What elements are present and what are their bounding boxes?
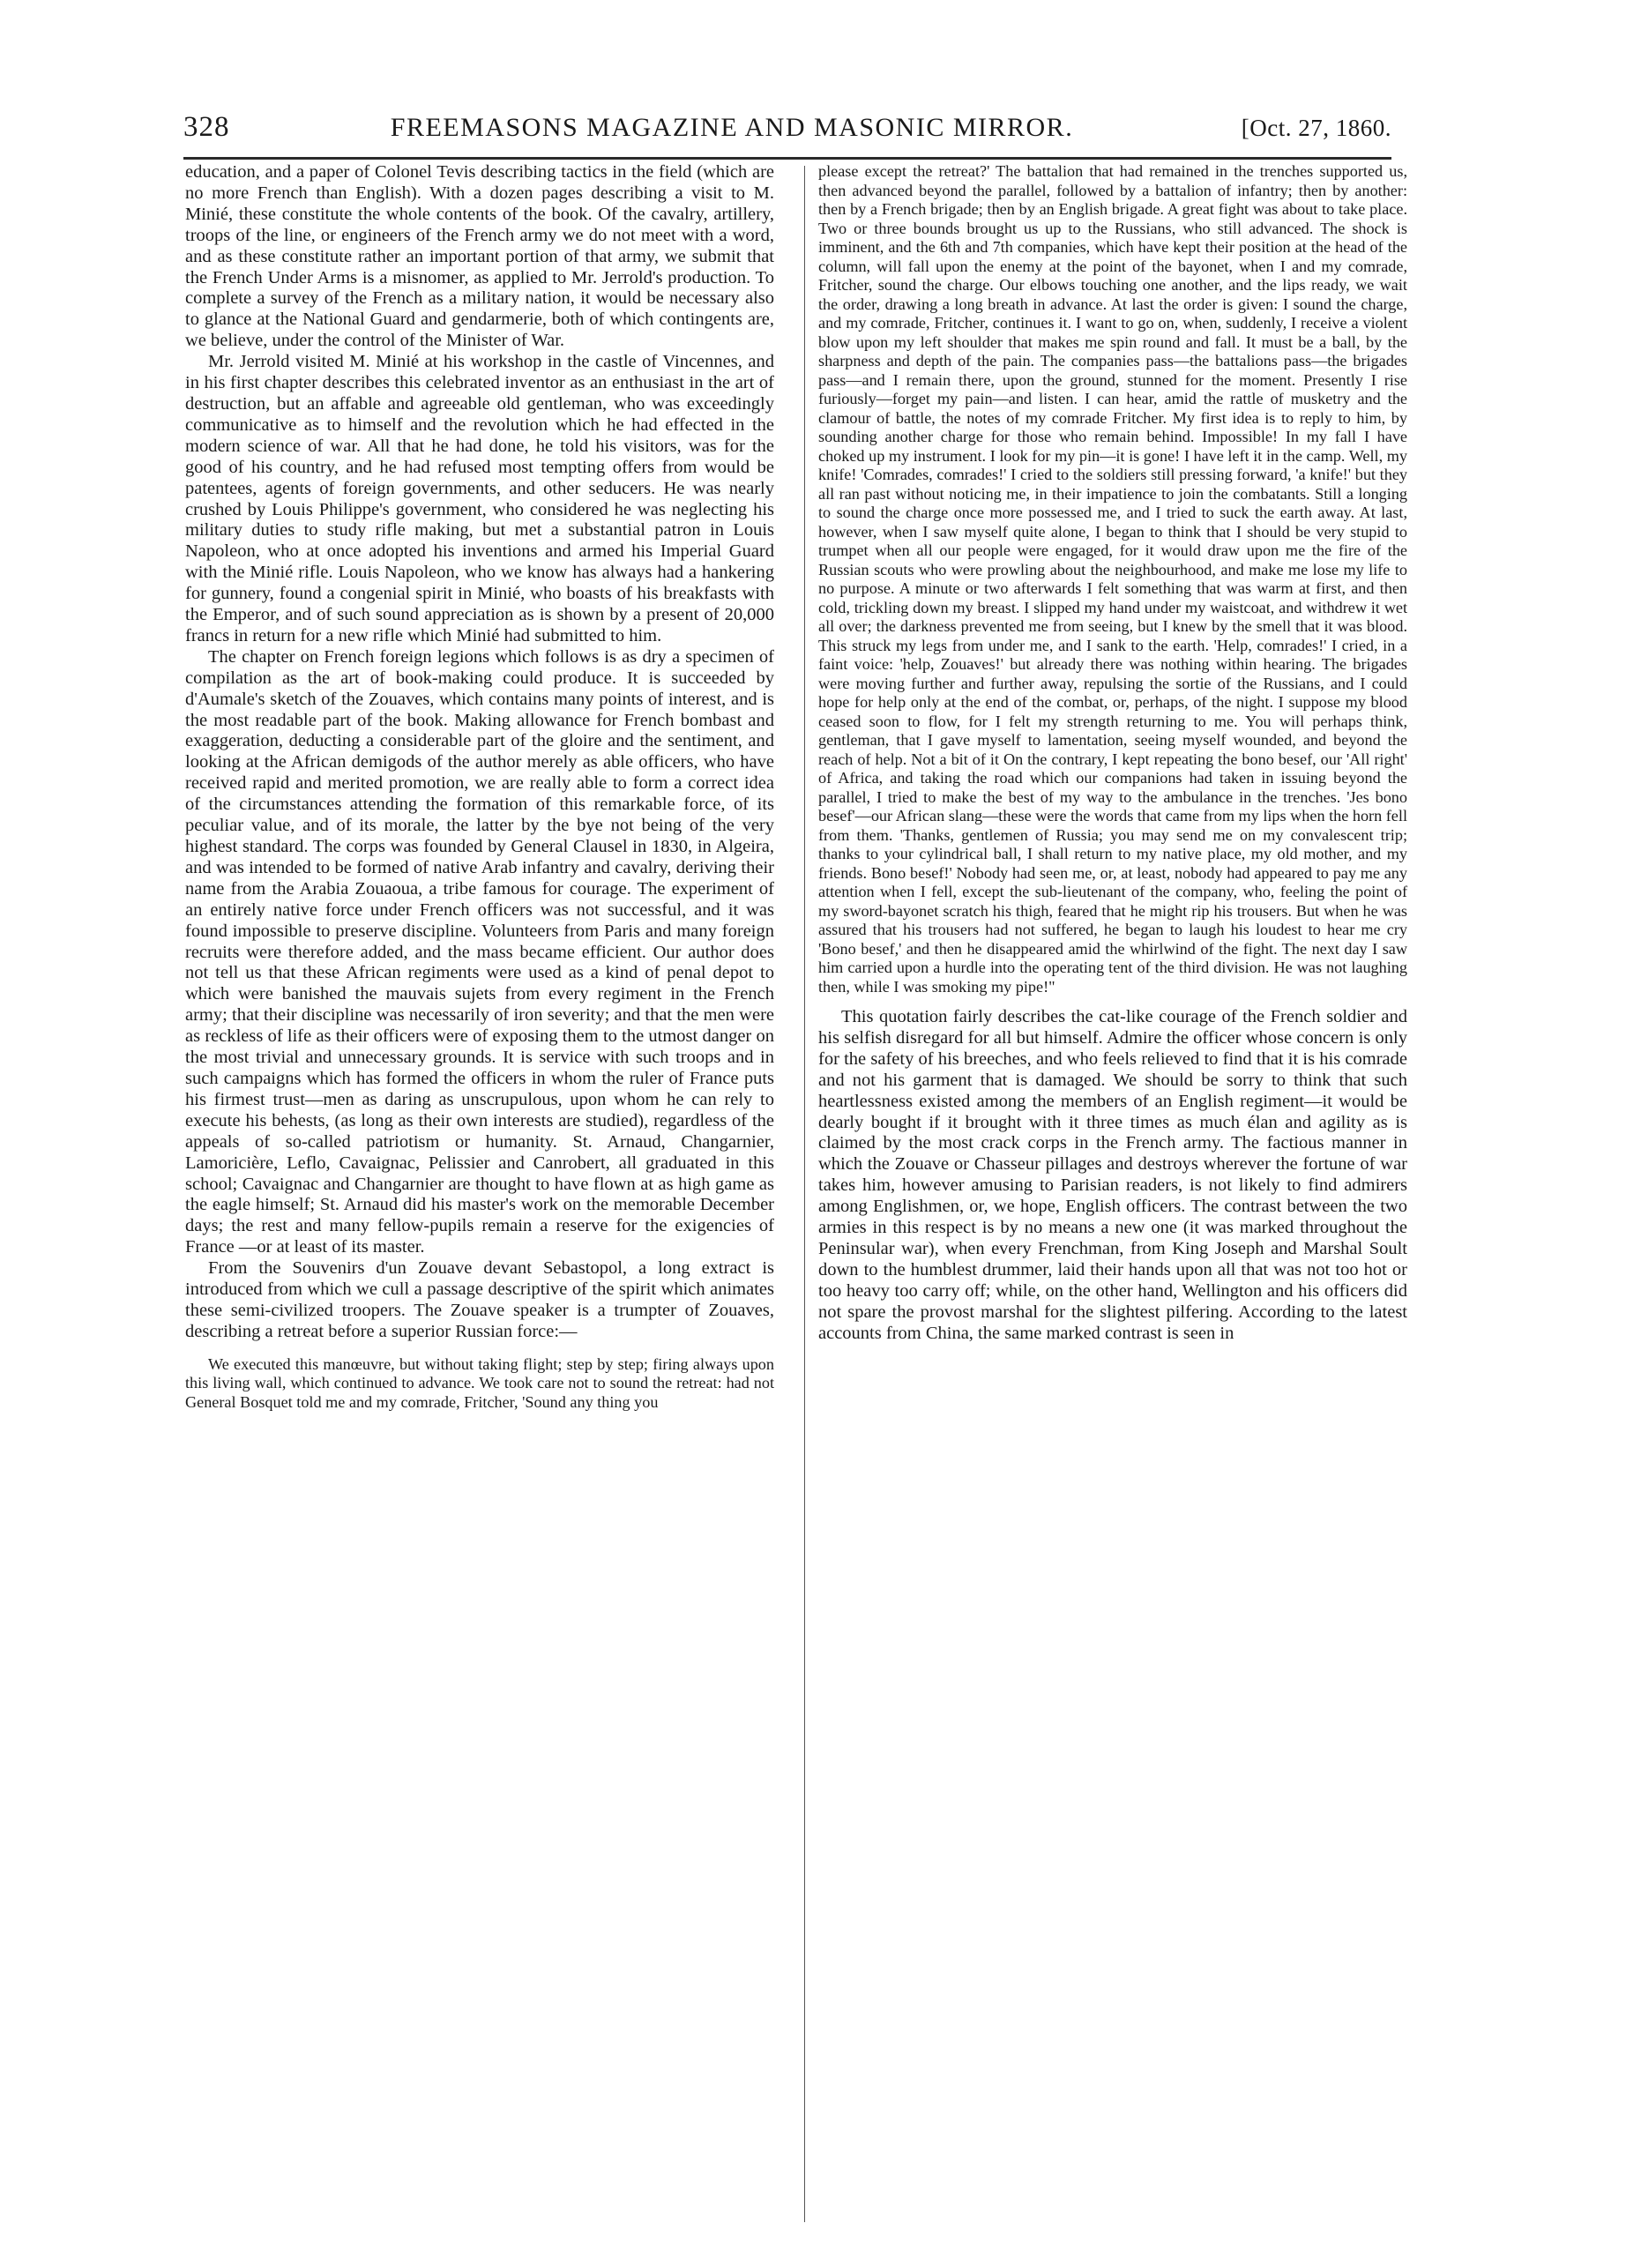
issue-date: [Oct. 27, 1860. <box>1241 115 1391 141</box>
paragraph: education, and a paper of Colonel Tevis describing tactics in the field (which are no more French than English). With a dozen pages describing a visit to M. Minié, these constitute the whole contents of the book. Of the cavalry, artillery, troops of the line, or engineers of the French army we do not meet with a word, and as these constitute rather an important portion of that army, we submit that the French Under Arms is a misnomer, as applied to Mr. Jerrold's production. To complete a survey of the French as a military nation, it would be necessary also to glance at the National Guard and gendarmerie, both of which contingents are, we believe, under the control of the Minister of War. <box>185 162 774 351</box>
quotation-text: please except the retreat?' The battalion that had remained in the trenches supported us, then advanced beyond the parallel, followed by a battalion of infantry; then by another: then by a French brigade; then by an English brigade. A great fight was about to take place. Two or three bounds brought us up to the Russians, who still advanced. The shock is imminent, and the 6th and 7th companies, which have kept their position at the head of the column, will fall upon the enemy at the point of the bayonet, when I and my comrade, Fritcher, sound the charge. Our elbows touching one another, and the lips ready, we wait the order, drawing a long breath in advance. At last the order is given: I sound the charge, and my comrade, Fritcher, continues it. I want to go on, when, suddenly, I receive a violent blow upon my left shoulder that makes me spin round and fall. It must be a ball, by the sharpness and depth of the pain. The companies pass—the battalions pass—the brigades pass—and I remain there, upon the ground, stunned for the moment. Presently I rise furiously—forget my pain—and listen. I can hear, amid the rattle of musketry and the clamour of battle, the notes of my comrade Fritcher. My first idea is to reply to him, by sounding another charge for those who remain behind. Impossible! In my fall I have choked up my instrument. I look for my pin—it is gone! I have left it in the camp. Well, my knife! 'Comrades, comrades!' I cried to the soldiers still pressing forward, 'a knife!' but they all ran past without noticing me, in their impatience to join the combatants. Still a longing to sound the charge once more possessed me, and I tried to suck the earth away. At last, however, when I saw myself quite alone, I began to think that I should be very stupid to trumpet when all our people were engaged, for it would draw upon me the fire of the Russian scouts who were prowling about the neighbourhood, and make me lose my life to no purpose. A minute or two afterwards I felt something that was warm at first, and then cold, trickling down my breast. I slipped my hand under my waistcoat, and withdrew it wet all over; the darkness prevented me from seeing, but I knew by the smell that it was blood. This struck my legs from under me, and I sank to the earth. 'Help, comrades!' I cried, in a faint voice: 'help, Zouaves!' but already there was nothing within hearing. The brigades were moving further and further away, repulsing the sortie of the Russians, and I could hope for help only at the end of the combat, or, perhaps, of the night. I suppose my blood ceased soon to flow, for I felt my strength returning to me. You will perhaps think, gentleman, that I gave myself to lamentation, seeing myself wounded, and beyond the reach of help. Not a bit of it On the contrary, I kept repeating the bono besef, our 'All right' of Africa, and taking the road which our companions had taken in issuing beyond the parallel, I tried to make the best of my way to the ambulance in the trenches. 'Jes bono besef'—our African slang—these were the words that came from my lips when the horn fell from them. 'Thanks, gentlemen of Russia; you may send me on my convalescent trip; thanks to your cylindrical ball, I shall return to my native place, my old mother, and my friends. Bono besef!' Nobody had seen me, or, at least, nobody had appeared to pay me any attention when I fell, except the sub-lieutenant of the company, who, feeling the point of my sword-bayonet scratch his thigh, feared that he might rip his trousers. But when he was assured that his trousers had not suffered, he began to laugh his loudest to hear me cry 'Bono besef,' and then he disappeared amid the whirlwind of the fight. The next day I saw him carried upon a hurdle into the operating tent of the third division. He was not laughing then, while I was smoking my pipe!" <box>818 162 1407 996</box>
left-quotation <box>185 1355 774 1413</box>
paragraph: This quotation fairly describes the cat-like courage of the French soldier and his selfish disregard for all but himself. Admire the officer whose concern is only for the safety of his breeches, and who feels relieved to find that it is his comrade and not his garment that is damaged. We should be sorry to think that such heartlessness existed among the members of an English regiment—it would be dearly bought if it brought with it three times as much élan and agility as is claimed by the most crack corps in the French army. The factious manner in which the Zouave or Chasseur pillages and destroys wherever the fortune of war takes him, however amusing to Parisian readers, is not likely to find admirers among Englishmen, or, we hope, English officers. The contrast between the two armies in this respect is by no means a new one (it was marked throughout the Peninsular war), when every Frenchman, from King Joseph and Marshal Soult down to the humblest drummer, laid their hands upon all that was not too hot or too heavy too carry off; while, on the other hand, Wellington and his officers did not spare the provost marshal for the slightest pilfering. According to the latest accounts from China, the same marked contrast is seen in <box>818 1007 1407 1343</box>
publication-title: FREEMASONS MAGAZINE AND MASONIC MIRROR. <box>390 113 1074 142</box>
paragraph: The chapter on French foreign legions which follows is as dry a specimen of compilation as the art of book-making could produce. It is succeeded by d'Aumale's sketch of the Zouaves, which contains many points of interest, and is the most readable part of the book. Making allowance for French bombast and exaggeration, deducting a considerable part of the gloire and the sentiment, and looking at the African demigods of the author merely as able officers, who have received rapid and merited promotion, we are really able to form a correct idea of the circumstances attending the formation of this remarkable force, of its peculiar value, and of its morale, the latter by the bye not being of the very highest standard. The corps was founded by General Clausel in 1830, in Algeira, and was intended to be formed of native Arab infantry and cavalry, deriving their name from the Arabia Zouaoua, a tribe famous for courage. The experiment of an entirely native force under French officers was not successful, and it was found impossible to preserve discipline. Volunteers from Paris and many foreign recruits were therefore added, and the mass became efficient. Our author does not tell us that these African regiments were used as a kind of penal depot to which were banished the mauvais sujets from every regiment in the French army; that their discipline was necessarily of iron severity; and that the men were as reckless of life as their officers were of exposing them to the utmost danger on the most trivial and unnecessary grounds. It is service with such troops and in such campaigns which has formed the officers in whom the ruler of France puts his firmest trust—men as daring as unscrupulous, upon whom he can rely to execute his behests, (as long as their own interests are studied), regardless of the appeals of so-called patriotism or humanity. St. Arnaud, Changarnier, Lamoricière, Leflo, Cavaignac, Pelissier and Canrobert, all graduated in this school; Cavaignac and Changarnier are thought to have flown at as high game as the eagle himself; St. Arnaud did his master's work on the memorable December days; the rest and many fellow-pupils remain a reserve for the exigencies of France —or at least of its master. <box>185 646 774 1257</box>
right-quotation <box>818 162 1407 996</box>
right-column <box>818 162 1407 1345</box>
column-divider <box>804 166 805 2222</box>
page-number: 328 <box>183 111 230 143</box>
right-body-text <box>818 1007 1407 1345</box>
left-column <box>185 162 774 1412</box>
page-header <box>183 111 1391 150</box>
left-body-text <box>185 162 774 1343</box>
header-rule <box>183 157 1391 160</box>
paragraph: Mr. Jerrold visited M. Minié at his workshop in the castle of Vincennes, and in his first chapter describes this celebrated inventor as an enthusiast in the art of destruction, but an affable and agreeable old gentleman, who was exceedingly communicative as to himself and the revolution which he had effected in the modern science of war. All that he had done, he told his visitors, was for the good of his country, and he had refused most tempting offers from would be patentees, agents of foreign governments, and other seducers. He was nearly crushed by Louis Philippe's government, who considered he was neglecting his military duties to study rifle making, but met a substantial patron in Louis Napoleon, who at once adopted his inventions and armed his Imperial Guard with the Minié rifle. Louis Napoleon, who we know has always had a hankering for gunnery, found a congenial spirit in Minié, who boasts of his breakfasts with the Emperor, and of such sound appreciation as is shown by a present of 20,000 francs in return for a new rifle which Minié had submitted to him. <box>185 352 774 645</box>
paragraph: From the Souvenirs d'un Zouave devant Sebastopol, a long extract is introduced from which we cull a passage descriptive of the spirit which animates these semi-civilized troopers. The Zouave speaker is a trumpter of Zouaves, describing a retreat before a superior Russian force:— <box>185 1258 774 1341</box>
quotation-text: We executed this manœuvre, but without taking flight; step by step; firing always upon this living wall, which continued to advance. We took care not to sound the retreat: had not General Bosquet told me and my comrade, Fritcher, 'Sound any thing you <box>185 1354 774 1411</box>
